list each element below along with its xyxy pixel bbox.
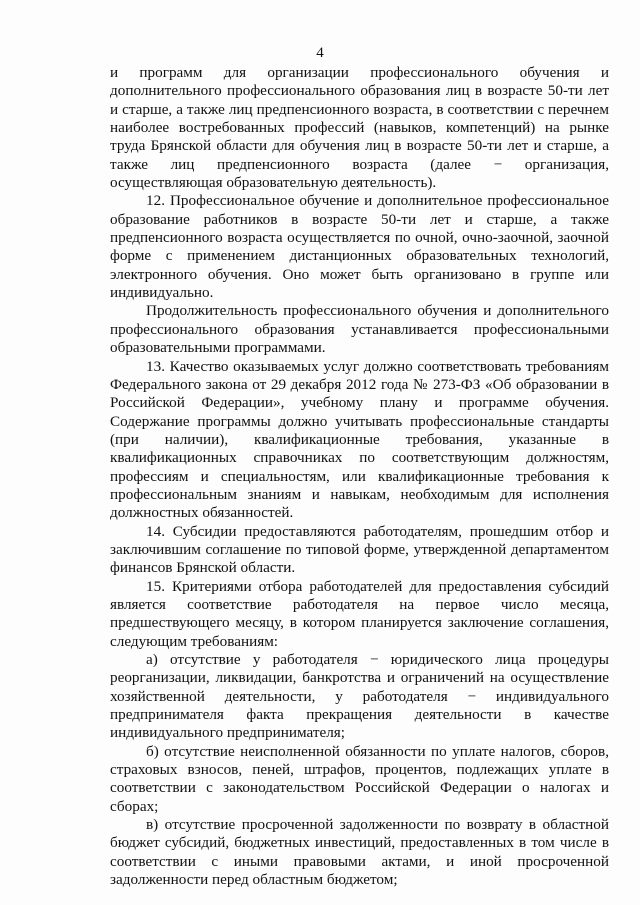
paragraph-item-15-a: а) отсутствие у работодателя − юридического лица процедуры реорганизации, ликвидации, банкротства и ограничений на осуществление хозяйственной деятельности, у работодателя − индивидуального предпринимателя факта прекращения деятельности в качестве индивидуального предпринимателя;	[110, 651, 609, 742]
paragraph-item-13: 13. Качество оказываемых услуг должно соответствовать требованиям Федерального закона от 29 декабря 2012 года № 273-ФЗ «Об образовании в Российской Федерации», учебному плану и программе обучения. Содержание программы должно учитывать профессиональные стандарты (при наличии), квалификационные требования, указанные в квалификационных справочниках по соответствующим должностям, профессиям и специальностям, или квалификационные требования к профессиональным знаниям и навыкам, необходимым для исполнения должностных обязанностей.	[110, 357, 609, 522]
paragraph-duration: Продолжительность профессионального обучения и дополнительного профессионального образования устанавливается профессиональными образовательными программами.	[110, 302, 609, 357]
paragraph-item-15-v: в) отсутствие просроченной задолженности по возврату в областной бюджет субсидий, бюджетных инвестиций, предоставленных в том числе в соответствии с иными правовыми актами, и иной просроченной задолженности перед областным бюджетом;	[110, 816, 609, 889]
paragraph-item-15-b: б) отсутствие неисполненной обязанности по уплате налогов, сборов, страховых взносов, пеней, штрафов, процентов, подлежащих уплате в соответствии с законодательством Российской Федерации о налогах и сборах;	[110, 742, 609, 815]
paragraph-continuation: и программ для организации профессионального обучения и дополнительного профессионального образования лиц в возрасте 50-ти лет и старше, а также лиц предпенсионного возраста, в соответствии с перечнем наиболее востребованных профессий (навыков, компетенций) на рынке труда Брянской области для обучения лиц в возрасте 50-ти лет и старше, а также лиц предпенсионного возраста (далее − организация, осуществляющая образовательную деятельность).	[110, 64, 609, 192]
paragraph-item-15: 15. Критериями отбора работодателей для предоставления субсидий является соответствие работодателя на первое число месяца, предшествующего месяцу, в котором планируется заключение соглашения, следующим требованиям:	[110, 577, 609, 650]
page-number: 4	[316, 45, 324, 61]
paragraph-item-14: 14. Субсидии предоставляются работодателям, прошедшим отбор и заключившим соглашение по типовой форме, утвержденной департаментом финансов Брянской области.	[110, 522, 609, 577]
document-body	[110, 64, 609, 889]
paragraph-item-12: 12. Профессиональное обучение и дополнительное профессиональное образование работников в возрасте 50-ти лет и старше, а также предпенсионного возраста осуществляется по очной, очно-заочной, заочной форме с применением дистанционных образовательных технологий, электронного обучения. Оно может быть организовано в группе или индивидуально.	[110, 192, 609, 302]
